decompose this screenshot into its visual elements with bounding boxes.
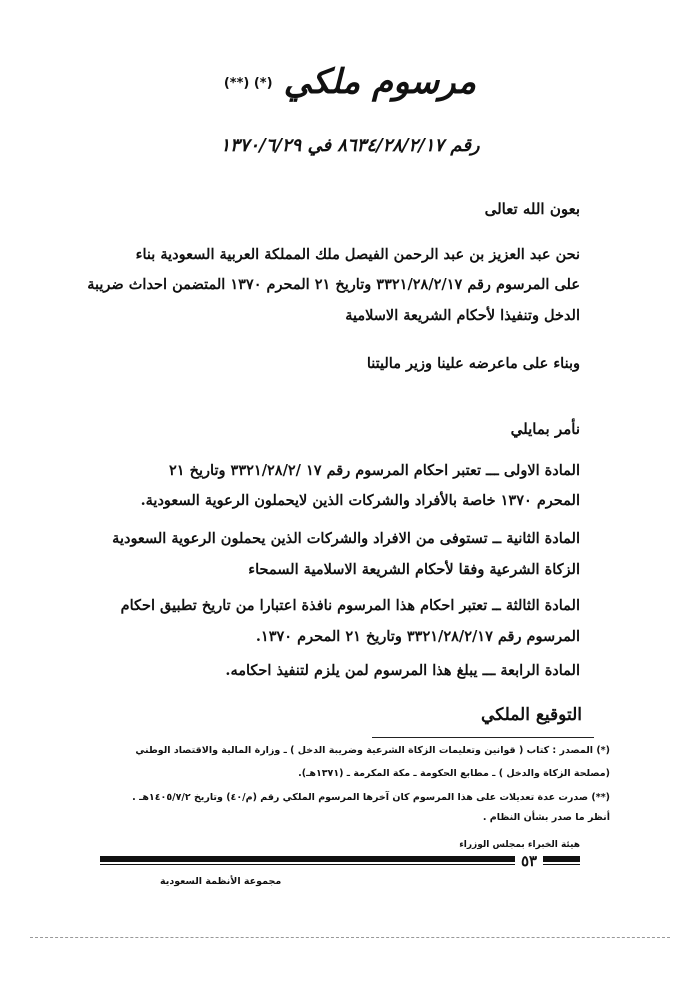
article-line: الزكاة الشرعية وفقا لأحكام الشريعة الاسلامية السمحاء (248, 561, 580, 578)
article-line: المادة الثانية ــ تستوفى من الافراد والشركات الذين يحملون الرعوية السعودية (112, 530, 580, 547)
footnote-line: أنظر ما صدر بشأن النظام . (482, 812, 610, 823)
page-number: ٥٣ (515, 852, 543, 870)
order-heading: نأمر بمايلي (510, 420, 580, 438)
opening-phrase: بعون الله تعالى (484, 200, 580, 218)
based-on-line: وبناء على ماعرضه علينا وزير ماليتنا (366, 355, 580, 372)
decree-title-block (0, 62, 700, 102)
decree-number: رقم ٨٦٣٤/٢٨/٢/١٧ في ١٣٧٠/٦/٢٩ (220, 135, 480, 156)
footnote-divider (372, 737, 594, 738)
publisher-credit: هيئة الخبراء بمجلس الوزراء (459, 840, 580, 850)
decree-title: مرسوم ملكي (283, 62, 477, 102)
footnote-line: (مصلحة الزكاة والدخل ) ـ مطابع الحكومة ـ مكة المكرمة ـ (١٣٧١هـ). (298, 768, 610, 779)
article-line: المادة الثالثة ــ تعتبر احكام هذا المرسوم نافذة اعتبارا من تاريخ تطبيق احكام (120, 597, 580, 614)
article-line: المادة الاولى ـــ تعتبر احكام المرسوم رقم ١٧ /٣٣٢١/٢٨/٢ وتاريخ ٢١ (169, 462, 580, 479)
preamble-line: الدخل وتنفيذا لأحكام الشريعة الاسلامية (345, 307, 580, 324)
article-line: المرسوم رقم ٣٣٢١/٢٨/٢/١٧ وتاريخ ٢١ المحرم ١٣٧٠. (255, 628, 580, 645)
footnote-line: (*) المصدر : كتاب ( قوانين وتعليمات الزكاة الشرعية وضريبة الدخل ) ـ وزارة المالية والاقتصاد الوطني (135, 745, 610, 756)
preamble-line: نحن عبد العزيز بن عبد الرحمن الفيصل ملك المملكة العربية السعودية بناء (135, 246, 580, 263)
article-line: المادة الرابعة ـــ يبلغ هذا المرسوم لمن يلزم لتنفيذ احكامه. (225, 662, 580, 679)
footnote-line: (**) صدرت عدة تعديلات على هذا المرسوم كان آخرها المرسوم الملكي رقم (م/٤٠) وتاريخ ١٤٠٥/٧/٢هـ . (132, 792, 610, 803)
royal-signature: التوقيع الملكي (481, 705, 582, 725)
article-line: المحرم ١٣٧٠ خاصة بالأفراد والشركات الذين لايحملون الرعوية السعودية. (140, 492, 580, 509)
title-footnote-marks: (*) (**) (223, 75, 273, 91)
footer-collection-title: مجموعة الأنظمة السعودية (160, 876, 282, 887)
scan-edge-dashed-line (30, 937, 670, 938)
footer-thick-rule (100, 856, 580, 862)
preamble-line: على المرسوم رقم ٣٣٢١/٢٨/٢/١٧ وتاريخ ٢١ المحرم ١٣٧٠ المتضمن احداث ضريبة (87, 276, 580, 293)
footer-thin-rule (100, 864, 580, 865)
